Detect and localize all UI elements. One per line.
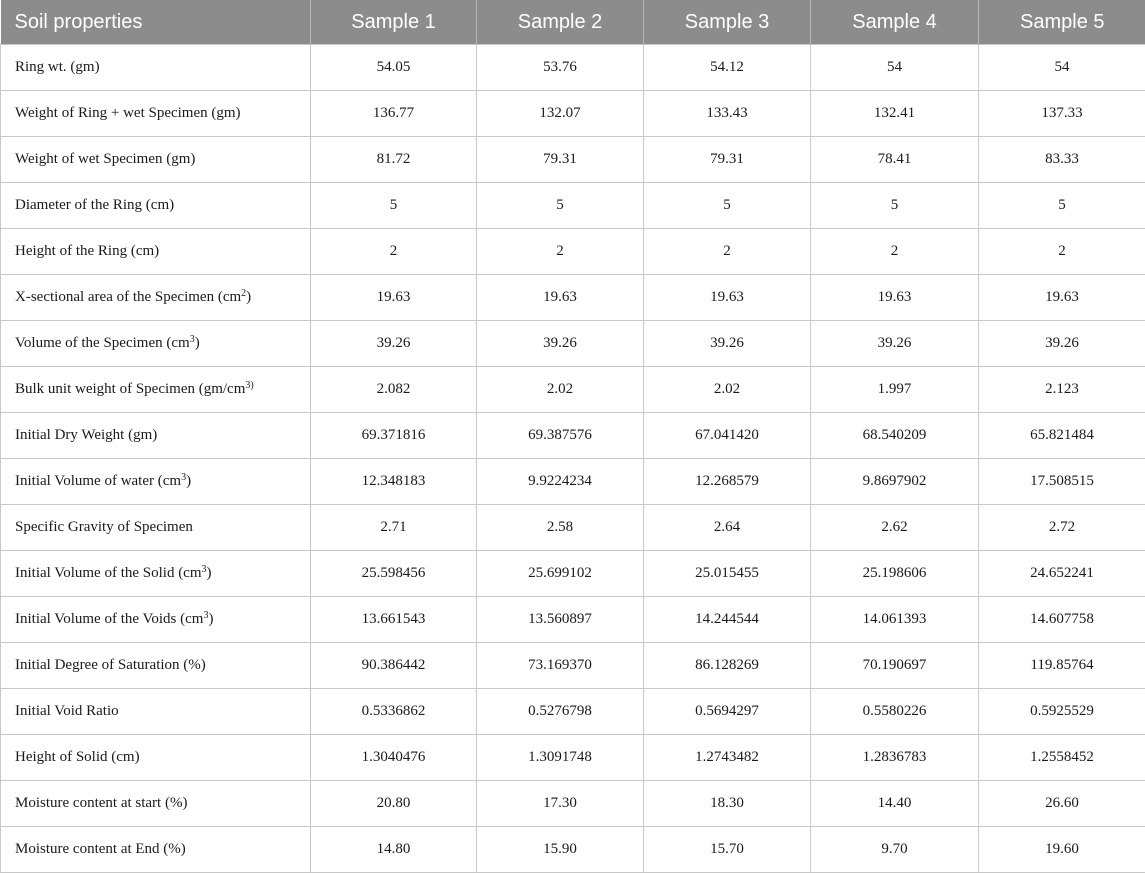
row-label-text: Initial Volume of the Voids (cm: [15, 611, 203, 627]
cell-sample-4: 68.540209: [811, 413, 979, 459]
cell-sample-4: 0.5580226: [811, 689, 979, 735]
header-sample-4: Sample 4: [811, 0, 979, 45]
table-row: [1, 321, 1145, 367]
table-row: [1, 413, 1145, 459]
cell-sample-5: 2.123: [979, 367, 1145, 413]
cell-sample-1: 1.3040476: [311, 735, 477, 781]
cell-sample-5: 39.26: [979, 321, 1145, 367]
cell-sample-2: 39.26: [477, 321, 644, 367]
cell-sample-1: 39.26: [311, 321, 477, 367]
row-label-superscript: 2: [241, 288, 246, 299]
header-row: [1, 0, 1145, 45]
row-label: [1, 183, 311, 229]
row-label-text: Volume of the Specimen (cm: [15, 335, 190, 351]
table-row: [1, 643, 1145, 689]
cell-sample-2: 5: [477, 183, 644, 229]
row-label: [1, 643, 311, 689]
cell-sample-3: 133.43: [644, 91, 811, 137]
cell-sample-2: 2.58: [477, 505, 644, 551]
cell-sample-2: 0.5276798: [477, 689, 644, 735]
cell-sample-4: 54: [811, 45, 979, 91]
cell-sample-2: 53.76: [477, 45, 644, 91]
cell-sample-3: 0.5694297: [644, 689, 811, 735]
row-label: [1, 367, 311, 413]
row-label-text: Moisture content at End (%): [15, 841, 186, 857]
cell-sample-4: 19.63: [811, 275, 979, 321]
cell-sample-5: 19.60: [979, 827, 1145, 873]
header-soil-properties: Soil properties: [1, 0, 311, 45]
cell-sample-1: 14.80: [311, 827, 477, 873]
cell-sample-1: 69.371816: [311, 413, 477, 459]
row-label: [1, 597, 311, 643]
table-row: [1, 91, 1145, 137]
cell-sample-5: 5: [979, 183, 1145, 229]
header-sample-5: Sample 5: [979, 0, 1145, 45]
cell-sample-5: 137.33: [979, 91, 1145, 137]
table-row: [1, 367, 1145, 413]
cell-sample-1: 12.348183: [311, 459, 477, 505]
cell-sample-1: 0.5336862: [311, 689, 477, 735]
table-row: [1, 735, 1145, 781]
cell-sample-5: 65.821484: [979, 413, 1145, 459]
cell-sample-1: 25.598456: [311, 551, 477, 597]
row-label-superscript: 3: [202, 564, 207, 575]
cell-sample-2: 69.387576: [477, 413, 644, 459]
cell-sample-1: 54.05: [311, 45, 477, 91]
row-label-text: Moisture content at start (%): [15, 795, 187, 811]
row-label-text: Diameter of the Ring (cm): [15, 197, 174, 213]
row-label-tail: ): [208, 611, 213, 627]
cell-sample-3: 12.268579: [644, 459, 811, 505]
cell-sample-5: 2: [979, 229, 1145, 275]
cell-sample-3: 2.02: [644, 367, 811, 413]
cell-sample-5: 1.2558452: [979, 735, 1145, 781]
cell-sample-5: 17.508515: [979, 459, 1145, 505]
cell-sample-1: 2.082: [311, 367, 477, 413]
table-row: [1, 781, 1145, 827]
cell-sample-3: 67.041420: [644, 413, 811, 459]
row-label-text: Initial Volume of the Solid (cm: [15, 565, 202, 581]
cell-sample-1: 5: [311, 183, 477, 229]
row-label-tail: ): [207, 565, 212, 581]
cell-sample-3: 54.12: [644, 45, 811, 91]
cell-sample-2: 15.90: [477, 827, 644, 873]
row-label: [1, 505, 311, 551]
cell-sample-3: 25.015455: [644, 551, 811, 597]
cell-sample-4: 5: [811, 183, 979, 229]
header-sample-3: Sample 3: [644, 0, 811, 45]
cell-sample-3: 14.244544: [644, 597, 811, 643]
cell-sample-5: 19.63: [979, 275, 1145, 321]
row-label-text: Weight of Ring + wet Specimen (gm): [15, 105, 241, 121]
row-label: [1, 91, 311, 137]
row-label-text: Initial Degree of Saturation (%): [15, 657, 206, 673]
cell-sample-4: 14.061393: [811, 597, 979, 643]
cell-sample-3: 5: [644, 183, 811, 229]
cell-sample-5: 14.607758: [979, 597, 1145, 643]
row-label-text: Initial Volume of water (cm: [15, 473, 181, 489]
cell-sample-3: 86.128269: [644, 643, 811, 689]
cell-sample-3: 19.63: [644, 275, 811, 321]
cell-sample-1: 13.661543: [311, 597, 477, 643]
cell-sample-1: 19.63: [311, 275, 477, 321]
row-label-superscript: 3): [245, 380, 253, 391]
row-label: [1, 551, 311, 597]
cell-sample-2: 1.3091748: [477, 735, 644, 781]
row-label: [1, 413, 311, 459]
cell-sample-5: 26.60: [979, 781, 1145, 827]
table-row: [1, 45, 1145, 91]
cell-sample-3: 79.31: [644, 137, 811, 183]
cell-sample-2: 2.02: [477, 367, 644, 413]
table-row: [1, 275, 1145, 321]
cell-sample-2: 19.63: [477, 275, 644, 321]
cell-sample-2: 13.560897: [477, 597, 644, 643]
row-label-text: Bulk unit weight of Specimen (gm/cm: [15, 381, 245, 397]
row-label-text: Height of the Ring (cm): [15, 243, 159, 259]
row-label-text: Ring wt. (gm): [15, 59, 100, 75]
cell-sample-5: 24.652241: [979, 551, 1145, 597]
cell-sample-4: 132.41: [811, 91, 979, 137]
row-label-superscript: 3: [190, 334, 195, 345]
row-label: [1, 827, 311, 873]
cell-sample-5: 54: [979, 45, 1145, 91]
cell-sample-5: 0.5925529: [979, 689, 1145, 735]
cell-sample-4: 9.8697902: [811, 459, 979, 505]
row-label: [1, 229, 311, 275]
row-label: [1, 275, 311, 321]
cell-sample-4: 9.70: [811, 827, 979, 873]
cell-sample-2: 2: [477, 229, 644, 275]
table-row: [1, 137, 1145, 183]
cell-sample-2: 25.699102: [477, 551, 644, 597]
cell-sample-3: 2.64: [644, 505, 811, 551]
cell-sample-3: 39.26: [644, 321, 811, 367]
row-label-tail: ): [195, 335, 200, 351]
cell-sample-2: 132.07: [477, 91, 644, 137]
cell-sample-3: 2: [644, 229, 811, 275]
cell-sample-4: 70.190697: [811, 643, 979, 689]
table-row: [1, 827, 1145, 873]
row-label: [1, 45, 311, 91]
row-label-text: X-sectional area of the Specimen (cm: [15, 289, 241, 305]
row-label-tail: ): [186, 473, 191, 489]
cell-sample-4: 1.2836783: [811, 735, 979, 781]
row-label-text: Specific Gravity of Specimen: [15, 519, 193, 535]
cell-sample-3: 15.70: [644, 827, 811, 873]
row-label: [1, 735, 311, 781]
cell-sample-1: 81.72: [311, 137, 477, 183]
table-row: [1, 689, 1145, 735]
cell-sample-4: 2.62: [811, 505, 979, 551]
cell-sample-1: 2.71: [311, 505, 477, 551]
cell-sample-1: 90.386442: [311, 643, 477, 689]
row-label-superscript: 3: [203, 610, 208, 621]
row-label-text: Weight of wet Specimen (gm): [15, 151, 195, 167]
cell-sample-5: 119.85764: [979, 643, 1145, 689]
header-sample-2: Sample 2: [477, 0, 644, 45]
table-header: [1, 0, 1145, 45]
cell-sample-4: 25.198606: [811, 551, 979, 597]
table-row: [1, 229, 1145, 275]
row-label-text: Initial Dry Weight (gm): [15, 427, 157, 443]
cell-sample-1: 136.77: [311, 91, 477, 137]
cell-sample-5: 83.33: [979, 137, 1145, 183]
table-body: [1, 45, 1145, 873]
header-sample-1: Sample 1: [311, 0, 477, 45]
cell-sample-5: 2.72: [979, 505, 1145, 551]
cell-sample-3: 18.30: [644, 781, 811, 827]
cell-sample-4: 78.41: [811, 137, 979, 183]
cell-sample-4: 39.26: [811, 321, 979, 367]
table-row: [1, 505, 1145, 551]
cell-sample-2: 9.9224234: [477, 459, 644, 505]
cell-sample-2: 17.30: [477, 781, 644, 827]
cell-sample-4: 2: [811, 229, 979, 275]
table-row: [1, 597, 1145, 643]
row-label-superscript: 3: [181, 472, 186, 483]
cell-sample-3: 1.2743482: [644, 735, 811, 781]
table-row: [1, 183, 1145, 229]
table-row: [1, 459, 1145, 505]
row-label: [1, 459, 311, 505]
row-label: [1, 781, 311, 827]
row-label-text: Height of Solid (cm): [15, 749, 140, 765]
row-label: [1, 321, 311, 367]
cell-sample-4: 1.997: [811, 367, 979, 413]
cell-sample-2: 79.31: [477, 137, 644, 183]
table-row: [1, 551, 1145, 597]
row-label: [1, 689, 311, 735]
cell-sample-1: 2: [311, 229, 477, 275]
cell-sample-2: 73.169370: [477, 643, 644, 689]
cell-sample-1: 20.80: [311, 781, 477, 827]
row-label: [1, 137, 311, 183]
row-label-tail: ): [246, 289, 251, 305]
row-label-text: Initial Void Ratio: [15, 703, 119, 719]
cell-sample-4: 14.40: [811, 781, 979, 827]
